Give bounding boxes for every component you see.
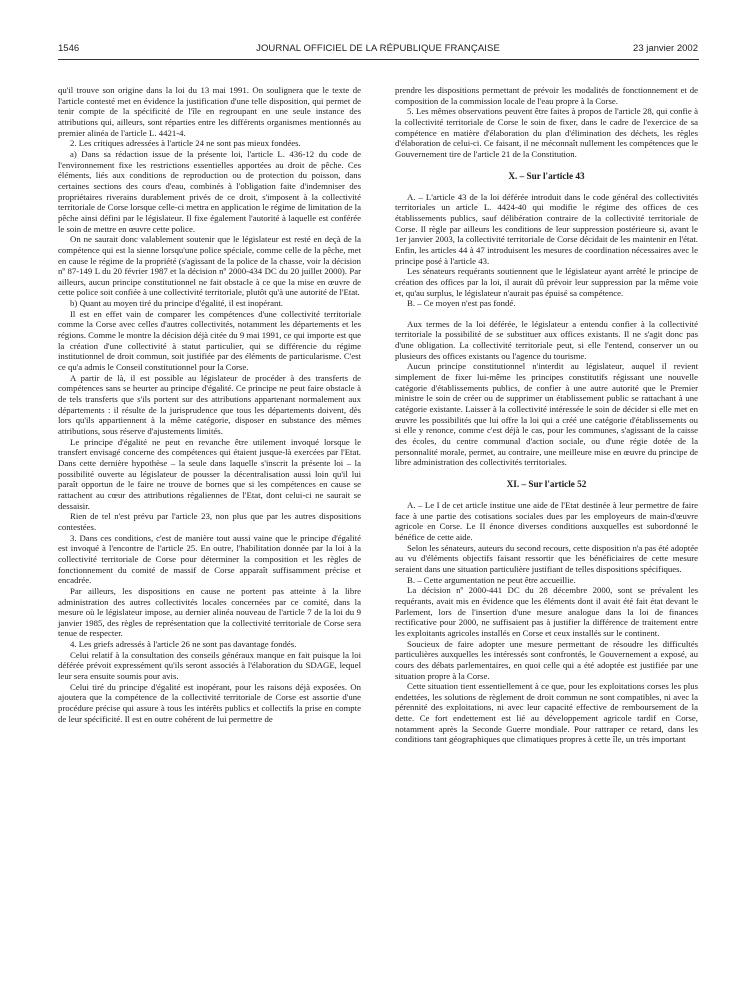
paragraph: Celui relatif à la consultation des conseils généraux manque en fait puisque la loi déférée prévoit expressément qu'ils seront associés à l'élaboration du SDAGE, lequel leur sera ensuite soumis pour avis. (58, 649, 361, 682)
page-header (58, 43, 698, 57)
paragraph: 2. Les critiques adressées à l'article 24 ne sont pas mieux fondées. (70, 138, 301, 149)
section-heading-article-43: X. – Sur l'article 43 (508, 170, 585, 181)
paragraph: A. – L'article 43 de la loi déférée introduit dans le code général des collectivités territoriales un article L. 4424-40 qui modifie le régime des offices de ces établissements publics, sauf délibération contraire de la collectivité territoriale de Corse. Il règle par ailleurs les conditions de leur suppression postérieure si, avant le 1er janvier 2003, la collectivité territoriale de Corse décidait de les maintenir en l'état. Enfin, les articles 44 à 47 introduisent les mesures de coordination nécessaires avec le principe posé à l'article 43. (395, 191, 698, 266)
paragraph: Aux termes de la loi déférée, le législateur a entendu confier à la collectivité territoriale la possibilité de se substituer aux offices existants. Il ne s'agit donc pas d'une obligation. La collectivité territoriale peut, si elle l'entend, conserver un ou plusieurs des offices existants ou l'agence du tourisme. (395, 318, 698, 361)
paragraph: a) Dans sa rédaction issue de la présente loi, l'article L. 436-12 du code de l'environnement fixe les restrictions essentielles apportées au droit de pêche. Ces éléments, liés aux conditions de reproduction ou de protection du poisson, dans certaines sections des cours d'eau, combinés à l'obligation faite d'indemniser des propriétaires riverains durablement privés de ce droit, s'imposent à la collectivité territoriale de Corse lorsque celle-ci mettra en application le régime de limitation de la pêche ainsi défini par le législateur. Il fixe également l'autorité à laquelle est conférée le soin de mettre en œuvre cette police. (58, 148, 361, 234)
paragraph: Par ailleurs, les dispositions en cause ne portent pas atteinte à la libre administration des autres collectivités locales concernées par ce comité, dans la mesure où le législateur impose, au dernier alinéa nouveau de l'article 7 de la loi du 9 janvier 1985, des règles de représentation que la collectivité territoriale de Corse sera tenue de respecter. (58, 585, 361, 639)
paragraph: qu'il trouve son origine dans la loi du 13 mai 1991. On soulignera que le texte de l'article contesté met en évidence la justification d'une telle disposition, qui permet de tenir compte de la spécificité de l'île en regroupant en une seule instance des attributions qui, ailleurs, sont réparties entre les différents organismes mentionnés au premier alinéa de l'article L. 4421-4. (58, 85, 361, 138)
paragraph: Celui tiré du principe d'égalité est inopérant, pour les raisons déjà exposées. On ajoutera que la compétence de la collectivité territoriale de Corse est assortie d'une procédure précise qui assure à tous les intérêts publics et collectifs la prise en compte de leur spécificité. Il est en outre cohérent de lui permettre de (58, 681, 361, 724)
paragraph: Cette situation tient essentiellement à ce que, pour les exploitations corses les plus endettées, les solutions de règlement de droit commun ne sont compatibles, ni avec la pérennité des exploitations, ni avec leur capacité effective de remboursement de la dette. Ce fort endettement est lié au développement agricole tardif en Corse, notamment après la Seconde Guerre mondiale. Pour rattraper ce retard, dans les conditions tant géographiques que climatiques propres à cette île, un très important (395, 681, 698, 745)
paragraph: B. – Ce moyen n'est pas fondé. (407, 298, 516, 309)
paragraph: Rien de tel n'est prévu par l'article 23, non plus que par les autres dispositions contestées. (58, 511, 361, 532)
right-column (395, 85, 698, 745)
paragraph: Les sénateurs requérants soutiennent que le législateur ayant arrêté le principe de création des offices par la loi, il aurait dû prévoir leur suppression par la même voie et, qu'au surplus, le législateur n'aurait pas épuisé sa compétence. (395, 266, 698, 298)
paragraph: On ne saurait donc valablement soutenir que le législateur est resté en deçà de la compétence qui est la sienne lorsqu'une police spéciale, comme celle de la pêche, met en cause le régime de la propriété (s'agissant de la police de la chasse, voir la décision nº 87-149 L du 20 février 1987 et la décision nº 2000-434 DC du 20 juillet 2000). Par ailleurs, aucun principe constitutionnel ne fait obstacle à ce que la mise en œuvre de cette police soit confiée à une collectivité territoriale, plutôt qu'à une autorité de l'Etat. (58, 234, 361, 298)
paragraph: A. – Le I de cet article institue une aide de l'Etat destinée à leur permettre de faire face à une partie des cotisations sociales dues par les employeurs de main-d'œuvre agricole en Corse. Le II énonce diverses conditions auxquelles est subordonné le bénéfice de cette aide. (395, 500, 698, 542)
journal-title: JOURNAL OFFICIEL DE LA RÉPUBLIQUE FRANÇAISE (256, 43, 500, 54)
paragraph: Le principe d'égalité ne peut en revanche être utilement invoqué lorsque le transfert envisagé concerne des compétences qui étaient jusque-là exercées par l'Etat. Dans cette dernière hypothèse – la seule dans laquelle s'inscrit la présente loi – la possibilité ouverte au législateur de pousser la décentralisation aussi loin qu'il lui paraît opportun de le faire ne trouve de bornes que si les compétences en cause se rattachent au cœur des attributions régaliennes de l'Etat, dont celui-ci ne saurait se dessaisir. (58, 436, 361, 511)
section-heading-article-52: XI. – Sur l'article 52 (506, 479, 587, 489)
paragraph: Il est en effet vain de comparer les compétences d'une collectivité territoriale comme la Corse avec celles d'autres collectivités, notamment les départements et les régions. Comme le montre la décision déjà citée du 9 mai 1991, ce qui importe est que la création d'une collectivité à statut particulier, qui se différencie du régime institutionnel de droit commun, soit justifiée par des éléments de particularisme. C'est ce qu'a admis le Conseil constitutionnel pour la Corse. (58, 308, 361, 373)
paragraph: Selon les sénateurs, auteurs du second recours, cette disposition n'a pas été adoptée au vu d'éléments objectifs faisant ressortir que les bénéficiaires de cette mesure seraient dans une situation particulière justifiant de telles dispositions spécifiques. (395, 542, 698, 574)
paragraph: B. – Cette argumentation ne peut être accueillie. (407, 574, 576, 585)
page-number: 1546 (58, 43, 80, 54)
paragraph: 4. Les griefs adressés à l'article 26 ne sont pas davantage fondés. (70, 639, 297, 650)
issue-date: 23 janvier 2002 (633, 43, 698, 54)
paragraph: 3. Dans ces conditions, c'est de manière tout aussi vaine que le principe d'égalité est invoqué à l'encontre de l'article 25. En outre, l'habilitation donnée par la loi à la collectivité territoriale de Corse pour déterminer la composition et les règles de fonctionnement du comité de massif de Corse apparaît suffisamment précise et encadrée. (58, 532, 361, 586)
paragraph: Aucun principe constitutionnel n'interdit au législateur, auquel il revient simplement de fixer lui-même les principes constitutifs régissant une nouvelle catégorie d'établissements publics, de confier à une autre autorité que le Premier ministre le soin de créer ou de supprimer un établissement public se rattachant à une catégorie existante. Laisser à la collectivité intéressée le soin de décider si elle met en œuvre les possibilités que lui offre la loi qui a créé une catégorie d'établissements ou si elle y renonce, comme c'est déjà le cas, pour les communes, s'agissant de la caisse des écoles, du centre communal d'action sociale, ou d'une régie dotée de la personnalité morale, permet, au contraire, une meilleure mise en œuvre du principe de libre administration des collectivités territoriales. (395, 361, 698, 468)
paragraph: La décision nº 2000-441 DC du 28 décembre 2000, sont se prévalent les requérants, avait mis en évidence que les éléments dont il avait été fait état devant le Parlement, lors de l'insertion d'une mesure analogue dans la loi de finances rectificative pour 2000, ne suffisaient pas à justifier la différence de traitement entre les exploitants agricoles installés en Corse et ceux installés sur le continent. (395, 585, 698, 638)
paragraph: Soucieux de faire adopter une mesure permettant de résoudre les difficultés particulières auxquelles les intéressés sont confrontés, le Gouvernement a exposé, au cours des débats parlementaires, en quoi celle qui a été adoptée est justifiée par une situation propre à la Corse. (395, 638, 698, 681)
paragraph: prendre les dispositions permettant de prévoir les modalités de fonctionnement et de composition de la commission locale de l'eau propre à la Corse. (395, 85, 698, 106)
left-column (58, 85, 361, 724)
paragraph: A partir de là, il est possible au législateur de procéder à des transferts de compétences sans se heurter au principe d'égalité. Ce principe ne peut faire obstacle à de tels transferts que s'ils portent sur des attributions appartenant normalement aux départements : il résulte de la jurisprudence que tous les départements doivent, dès lors qu'ils appartiennent à la même catégorie, disposer en substance des mêmes attributions, sous réserve d'ajustements limités. (58, 372, 361, 436)
paragraph: 5. Les mêmes observations peuvent être faites à propos de l'article 28, qui confie à la collectivité territoriale de Corse le soin de fixer, dans le cadre de l'exercice de sa compétence en matière d'élaboration du plan d'élimination des déchets, les règles d'élaboration de celui-ci. Ce faisant, il ne méconnaît nullement les compétences que le Gouvernement tire de l'article 21 de la Constitution. (395, 106, 698, 159)
paragraph: b) Quant au moyen tiré du principe d'égalité, il est inopérant. (70, 298, 283, 309)
header-rule (58, 59, 699, 60)
